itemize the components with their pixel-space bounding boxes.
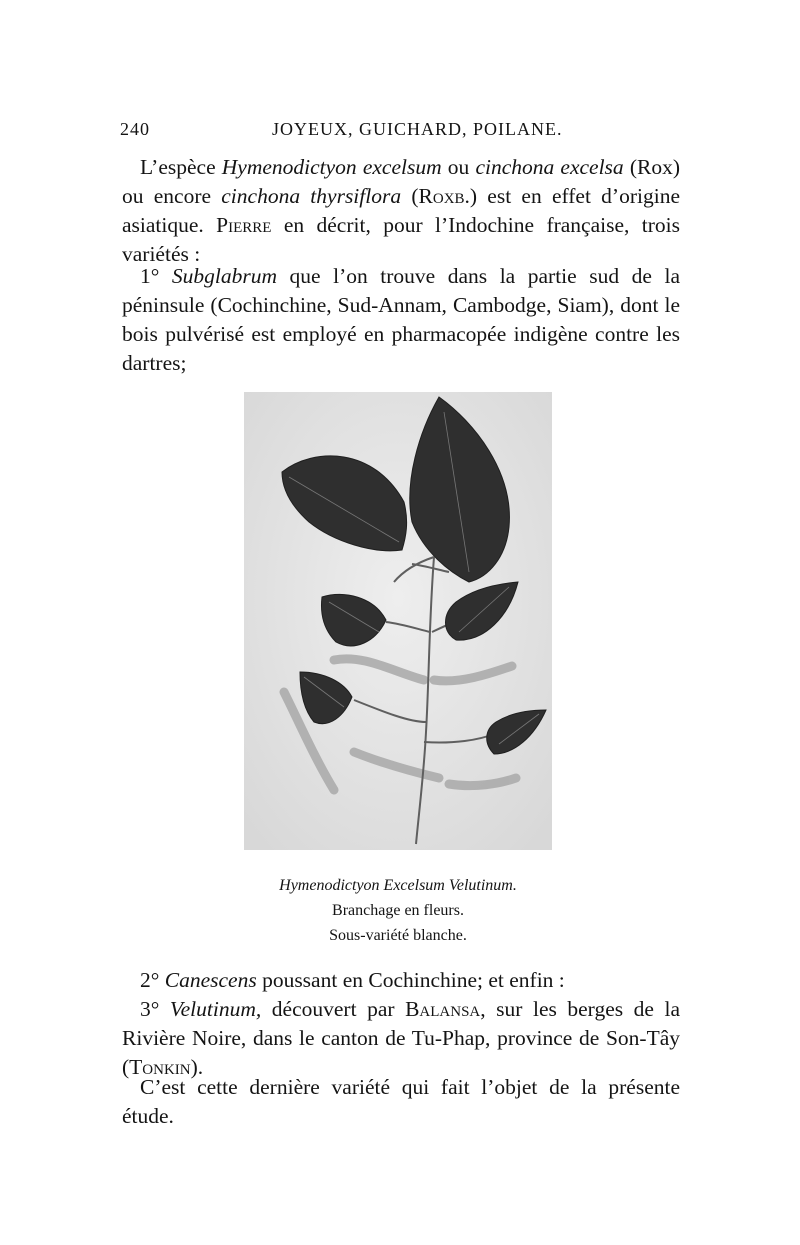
paragraph-5: C’est cette dernière variété qui fait l’objet de la présente étude. bbox=[122, 1075, 680, 1128]
figure-caption-line: Sous-variété blanche. bbox=[329, 927, 467, 944]
figure-caption-title: Hymenodictyon Excelsum Velutinum. bbox=[279, 877, 517, 894]
paragraph-2: 1° Subglabrum que l’on trouve dans la partie sud de la péninsule (Cochinchine, Sud-Annam, Cambodge, Siam), dont le bois pulvérisé est employé en pharmacopée indigène contre les dartres; bbox=[122, 264, 680, 375]
page-number: 240 bbox=[120, 119, 150, 139]
running-head: JOYEUX, GUICHARD, POILANE. bbox=[272, 119, 563, 139]
author-name: Roxb. bbox=[418, 184, 470, 208]
paragraph-1: L’espèce Hymenodictyon excelsum ou cinchona excelsa (Rox) ou encore cinchona thyrsiflora (Roxb.) est en effet d’origine asiatique. Pierre en décrit, pour l’Indochine française, trois variétés : bbox=[122, 155, 681, 266]
botanical-photo bbox=[244, 392, 552, 850]
page-header bbox=[120, 119, 680, 145]
author-name: Balansa bbox=[405, 997, 481, 1021]
species-name: cinchona thyrsiflora bbox=[221, 184, 402, 208]
variety-name: Canescens bbox=[164, 968, 257, 992]
variety-name: Velutinum, bbox=[169, 997, 262, 1021]
paragraph-4: 3° Velutinum, découvert par Balansa, sur les berges de la Rivière Noire, dans le canton de Tu-Phap, province de Son-Tây (Tonkin). bbox=[122, 997, 680, 1079]
author-name: Pierre bbox=[216, 213, 272, 237]
leaf-branch-image bbox=[244, 392, 552, 850]
paragraph-3: 2° Canescens poussant en Cochinchine; et enfin : bbox=[140, 968, 565, 992]
figure-caption-line: Branchage en fleurs. bbox=[332, 902, 464, 919]
species-name: Hymenodictyon excelsum bbox=[221, 155, 442, 179]
species-name: cinchona excelsa bbox=[475, 155, 624, 179]
place-name: Tonkin bbox=[129, 1055, 191, 1079]
variety-name: Subglabrum bbox=[171, 264, 278, 288]
